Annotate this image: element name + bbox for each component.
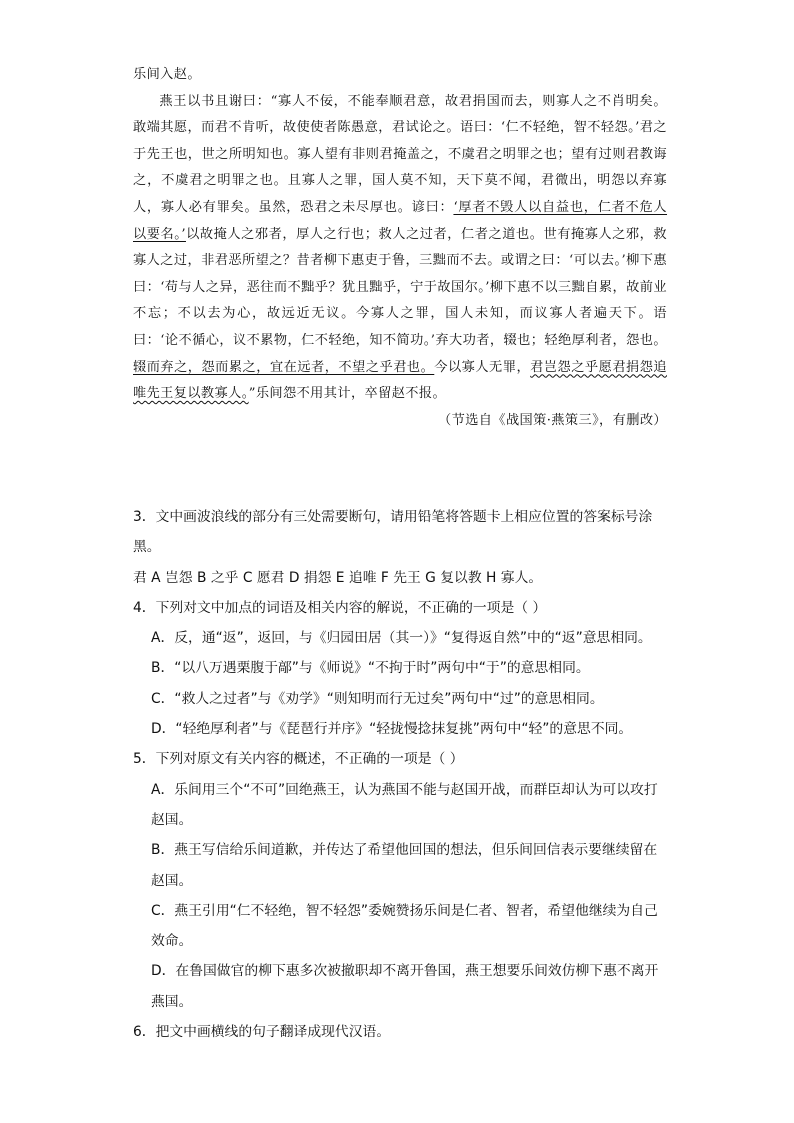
- questions: [133, 502, 667, 1047]
- q5-option-d: D．在鲁国做官的柳下惠多次被撤职却不离开鲁国，燕王想要乐间效仿柳下惠不离开燕国。: [151, 963, 659, 1010]
- q5-option-b: B．燕王写信给乐间道歉，并传达了希望他回国的想法，但乐间回信表示要继续留在赵国。: [151, 842, 658, 889]
- passage-source: （节选自《战国策·燕策三》，有删改）: [438, 412, 667, 428]
- question-3-answer-line: 君 A 岂怨 B 之乎 C 愿君 D 捐怨 E 追唯 F 先王 G 复以教 H 寡人。: [133, 569, 543, 586]
- passage-text: ”乐间怨不用其计，卒留赵不报。: [248, 386, 447, 402]
- q4-option-a: A．反，通“返”，返回，与《归园田居（其一）》“复得返自然”中的“返”意思相同。: [151, 630, 652, 647]
- question-6: 6．把文中画横线的句子翻译成现代汉语。: [133, 1024, 391, 1041]
- question-5: 5．下列对原文有关内容的概述，不正确的一项是（ ）: [133, 751, 464, 768]
- question-3: 3．文中画波浪线的部分有三处需要断句，请用铅笔将答题卡上相应位置的答案标号涂黑。: [133, 509, 653, 556]
- q5-option-a: A．乐间用三个“不可”回绝燕王，认为燕国不能与赵国开战，而群臣却认为可以攻打赵国。: [151, 781, 658, 828]
- q4-option-d: D．“轻绝厚利者”与《琵琶行并序》“轻拢慢捻抹复挑”两句中“轻”的意思不同。: [151, 721, 633, 738]
- underlined-sentence-2: 辍而弃之，怨而累之，宜在远者，不望之乎君也。: [133, 359, 435, 375]
- underlined-sentence-1: ‘厚者不毁人以自益也，仁者不危人以要名。’: [133, 199, 668, 242]
- q5-option-c: C．燕王引用“仁不轻绝，智不轻怨”委婉赞扬乐间是仁者、智者，希望他继续为自己效命。: [151, 902, 658, 950]
- passage-text: 今以寡人无罪，: [434, 359, 531, 375]
- q4-option-b: B．“以八万遇栗腹于鄗”与《师说》“不拘于时”两句中“于”的意思相同。: [151, 660, 590, 677]
- passage-paragraph: [133, 89, 667, 408]
- question-4: 4．下列对文中加点的词语及相关内容的解说，不正确的一项是（ ）: [133, 599, 547, 616]
- q4-option-c: C．“救人之过者”与《劝学》“则知明而行无过矣”两句中“过”的意思相同。: [151, 690, 604, 707]
- passage-text: 燕王以书且谢曰：“寡人不佞，不能奉顺君意，故君捐国而去，则寡人之不肖明矣。敢端其愿，而君不肯听，故使使者陈愚意，君试论之。语曰：‘仁不轻绝，智不轻怨。’君之于先王也，世之所明知也。寡人望有非则君掩盖之，不虞君之明罪之也；望有过则君教诲之，不虞君之明罪之也。且寡人之罪，国人莫不知，天下莫不闻，君微出，明怨以弃寡人，寡人必有罪矣。虽然，恐君之未尽厚也。谚曰：: [133, 93, 667, 215]
- passage: [133, 62, 667, 434]
- passage-text: 以故掩人之邪者，厚人之行也；救人之过者，仁者之道也。世有掩寡人之邪，救寡人之过，非君恶所望之？昔者柳下惠吏于鲁，三黜而不去。或谓之曰：‘可以去。’柳下惠曰：‘苟与人之异，恶往而不黜乎？犹且黜乎，宁于故国尔。’柳下惠不以三黜自累，故前业不忘；不以去为心，故远近无议。今寡人之罪，国人未知，而议寡人者遍天下。语曰：‘论不循心，议不累物，仁不轻绝，知不简功。’弃大功者，辍也；轻绝厚利者，怨也。: [133, 226, 667, 348]
- wavy-underlined-sentence: 君岂怨之乎愿君捐怨追唯先王复以教寡人。: [133, 359, 667, 402]
- passage-opening-line: 乐间入赵。: [133, 67, 201, 82]
